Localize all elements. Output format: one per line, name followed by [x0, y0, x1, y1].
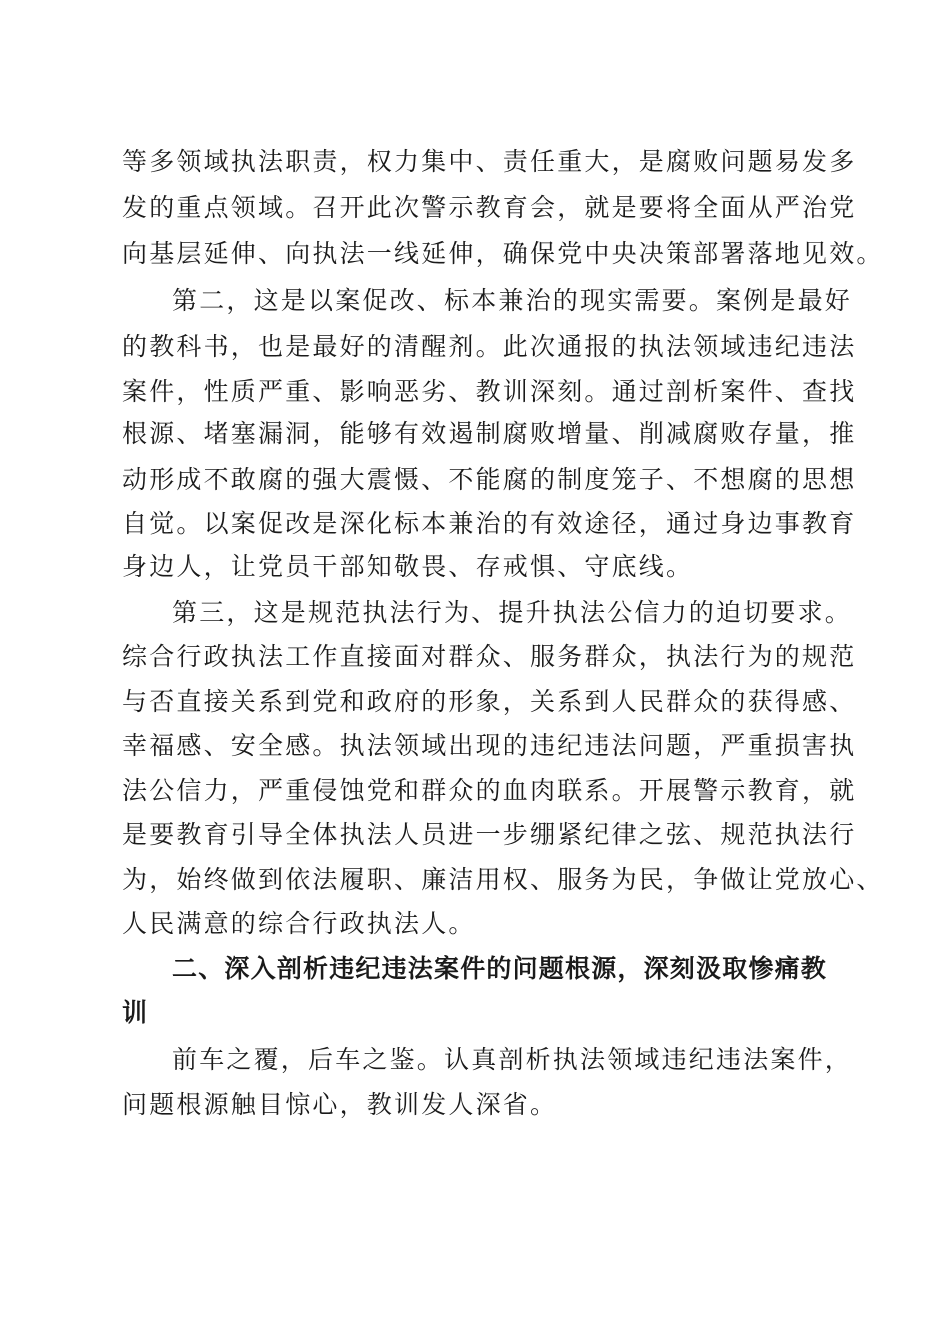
paragraph-2-line-7: 身边人，让党员干部知敬畏、存戒惧、守底线。 [122, 552, 694, 581]
paragraph-4-line-1: 前车之覆，后车之鉴。认真剖析执法领域违纪违法案件， [172, 1045, 853, 1074]
paragraph-2-line-2: 的教科书，也是最好的清醒剂。此次通报的执法领域违纪违法 [122, 332, 857, 361]
paragraph-3-line-1: 第三，这是规范执法行为、提升执法公信力的迫切要求。 [172, 598, 853, 627]
section-heading-line-2: 训 [122, 998, 149, 1027]
paragraph-2-line-6: 自觉。以案促改是深化标本兼治的有效途径，通过身边事教育 [122, 509, 857, 538]
paragraph-3-line-2: 综合行政执法工作直接面对群众、服务群众，执法行为的规范 [122, 642, 857, 671]
paragraph-1-line-3: 向基层延伸、向执法一线延伸，确保党中央决策部署落地见效。 [122, 239, 884, 268]
paragraph-2-line-3: 案件，性质严重、影响恶劣、教训深刻。通过剖析案件、查找 [122, 377, 857, 406]
paragraph-3-line-4: 幸福感、安全感。执法领域出现的违纪违法问题，严重损害执 [122, 731, 857, 760]
paragraph-3-line-6: 是要教育引导全体执法人员进一步绷紧纪律之弦、规范执法行 [122, 820, 857, 849]
paragraph-3-line-8: 人民满意的综合行政执法人。 [122, 909, 476, 938]
paragraph-2-line-5: 动形成不敢腐的强大震慑、不能腐的制度笼子、不想腐的思想 [122, 465, 857, 494]
paragraph-3-line-3: 与否直接关系到党和政府的形象，关系到人民群众的获得感、 [122, 687, 857, 716]
paragraph-3-line-5: 法公信力，严重侵蚀党和群众的血肉联系。开展警示教育，就 [122, 776, 857, 805]
section-heading-line-1: 二、深入剖析违纪违法案件的问题根源，深刻汲取惨痛教 [172, 954, 828, 983]
paragraph-1-line-1: 等多领域执法职责，权力集中、责任重大，是腐败问题易发多 [122, 147, 857, 176]
paragraph-2-line-1: 第二，这是以案促改、标本兼治的现实需要。案例是最好 [172, 286, 853, 315]
paragraph-2-line-4: 根源、堵塞漏洞，能够有效遏制腐败增量、削减腐败存量，推 [122, 419, 857, 448]
paragraph-1-line-2: 发的重点领域。召开此次警示教育会，就是要将全面从严治党 [122, 193, 857, 222]
paragraph-3-line-7: 为，始终做到依法履职、廉洁用权、服务为民，争做让党放心、 [122, 865, 884, 894]
paragraph-4-line-2: 问题根源触目惊心，教训发人深省。 [122, 1090, 558, 1119]
